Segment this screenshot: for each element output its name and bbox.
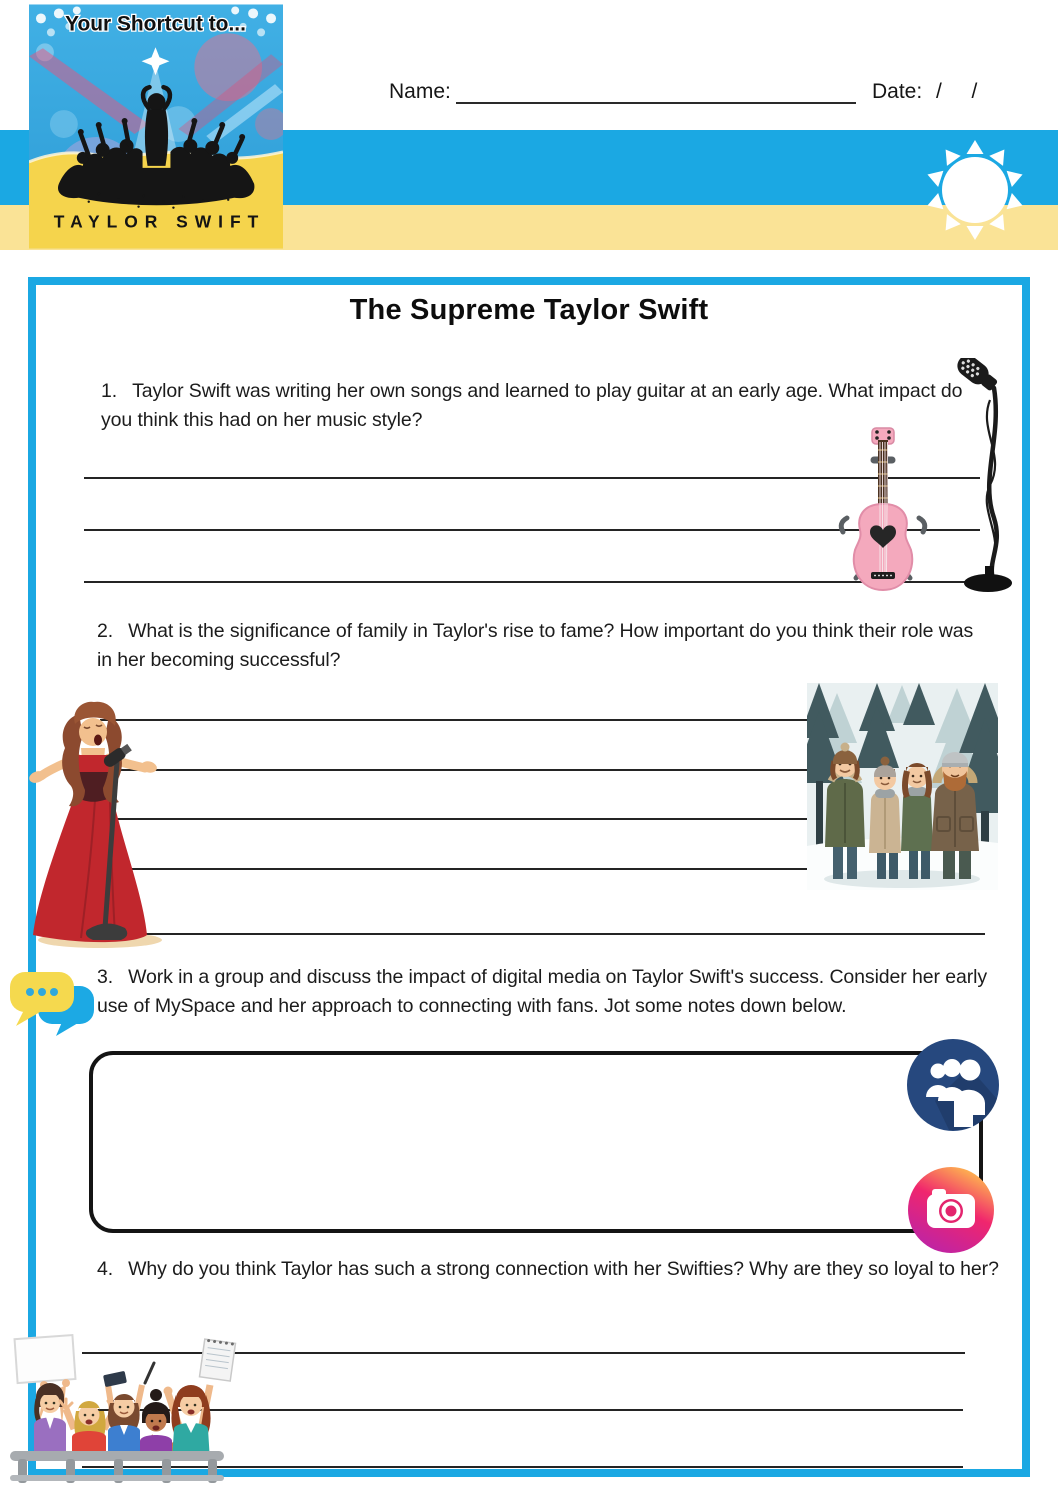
pink-acoustic-guitar — [826, 426, 940, 598]
microphone-stand — [950, 358, 1015, 598]
fan-1 — [34, 1379, 70, 1455]
notes-box[interactable] — [89, 1051, 983, 1233]
chat-bubbles-icon — [4, 968, 104, 1038]
question-1-text: Taylor Swift was writing her own songs and learned to play guitar at an early age. What impact do you think this had on her music style? — [101, 380, 963, 431]
answer-line[interactable] — [100, 868, 807, 870]
name-label: Name: — [389, 80, 451, 103]
answer-line[interactable] — [100, 769, 807, 771]
answer-line[interactable] — [95, 933, 985, 935]
cheering-fans-behind-barrier — [8, 1333, 238, 1485]
sun-icon — [920, 135, 1030, 245]
question-4-text: Why do you think Taylor has such a strong connection with her Swifties? Why are they so loyal to her? — [128, 1258, 999, 1280]
question-4 — [97, 1255, 1005, 1284]
answer-line[interactable] — [100, 719, 807, 721]
pen — [145, 1363, 154, 1383]
family-winter-portrait — [807, 683, 998, 890]
concert-crowd-poster — [29, 3, 283, 250]
question-3 — [97, 963, 1005, 1021]
date-label: Date: — [872, 80, 923, 103]
question-3-text: Work in a group and discuss the impact of digital media on Taylor Swift's success. Consider her early use of MySpace and her approach to connecting with fans. Jot some notes down below. — [97, 966, 987, 1017]
question-1-number: 1. — [101, 380, 118, 402]
cover-bottom-text: TAYLOR SWIFT — [53, 211, 266, 232]
blank-sign — [15, 1335, 76, 1383]
fan-3 — [103, 1371, 142, 1459]
question-2-text: What is the significance of family in Taylor's rise to fame? How important do you think their role was in her becoming successful? — [97, 620, 974, 671]
phone — [103, 1371, 127, 1387]
question-2-number: 2. — [97, 620, 114, 642]
question-2 — [97, 617, 979, 675]
question-4-number: 4. — [97, 1258, 114, 1280]
name-line[interactable] — [456, 76, 856, 104]
page-title: The Supreme Taylor Swift — [349, 294, 709, 326]
barrier — [10, 1451, 224, 1483]
answer-line[interactable] — [100, 818, 807, 820]
singer-in-red-dress — [15, 700, 180, 950]
date-slashes: / / — [936, 80, 978, 103]
myspace-icon — [905, 1037, 1001, 1133]
question-3-number: 3. — [97, 966, 114, 988]
cover-top-text: Your Shortcut to... — [65, 12, 246, 36]
instagram-camera-icon — [906, 1165, 996, 1255]
notepad — [200, 1339, 236, 1381]
